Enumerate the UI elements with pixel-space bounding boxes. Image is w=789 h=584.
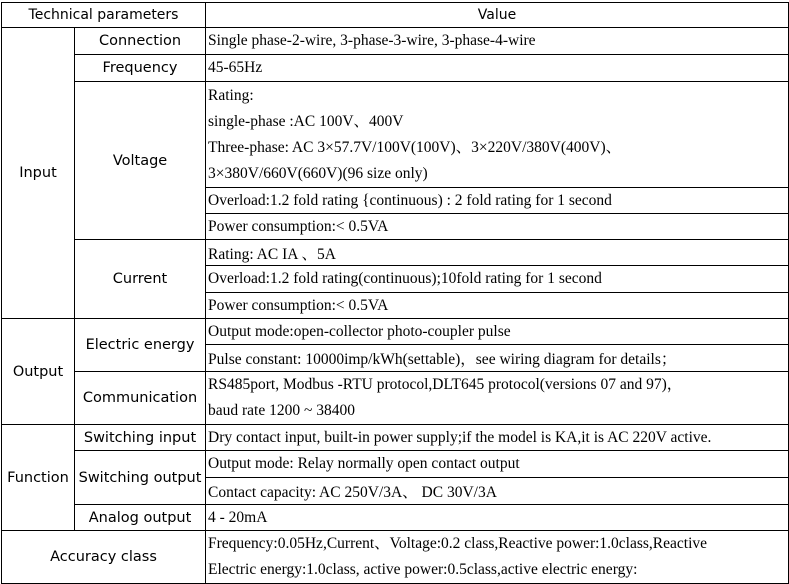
value-energy-mode: Output mode:open-collector photo-coupler pulse: [206, 319, 789, 345]
label-electric-energy: Electric energy: [75, 319, 206, 372]
value-current-overload: Overload:1.2 fold rating(continuous);10fold rating for 1 second: [206, 266, 789, 293]
value-frequency: 45-65Hz: [206, 55, 789, 82]
label-connection: Connection: [75, 28, 206, 55]
label-accuracy: Accuracy class: [2, 531, 206, 584]
category-output: Output: [2, 319, 75, 425]
spec-table: [1, 2, 789, 584]
value-current-rating: Rating: AC IA 、5A: [206, 240, 789, 266]
header-param: Technical parameters: [2, 3, 206, 28]
value-analog-output: 4 - 20mA: [206, 505, 789, 531]
value-connection: Single phase-2-wire, 3-phase-3-wire, 3-phase-4-wire: [206, 28, 789, 55]
voltage-rating-line: Three-phase: AC 3×57.7V/100V(100V)、3×220V/380V(400V)、: [208, 138, 622, 156]
value-current-power: Power consumption:< 0.5VA: [206, 293, 789, 319]
label-frequency: Frequency: [75, 55, 206, 82]
row-voltage-rating: [2, 82, 789, 188]
row-current-rating: [2, 240, 789, 266]
value-switching-input: Dry contact input, built-in power supply;if the model is KA,it is AC 220V active.: [206, 425, 789, 451]
row-connection: [2, 28, 789, 55]
header-row: [2, 3, 789, 28]
value-switching-output-mode: Output mode: Relay normally open contact output: [206, 451, 789, 478]
row-frequency: [2, 55, 789, 82]
row-energy-mode: [2, 319, 789, 345]
value-accuracy: [206, 531, 789, 584]
communication-line: baud rate 1200 ~ 38400: [208, 402, 356, 419]
accuracy-line: Electric energy:1.0class, active power:0.5class,active electric energy:: [208, 561, 638, 578]
value-voltage-power: Power consumption:< 0.5VA: [206, 214, 789, 240]
label-analog-output: Analog output: [75, 505, 206, 531]
label-communication: Communication: [75, 372, 206, 425]
value-switching-output-capacity: Contact capacity: AC 250V/3A、 DC 30V/3A: [206, 478, 789, 505]
voltage-rating-line: single-phase :AC 100V、400V: [208, 112, 404, 130]
voltage-rating-line: Rating:: [208, 86, 254, 104]
row-switching-output-mode: [2, 451, 789, 478]
value-voltage-overload: Overload:1.2 fold rating {continuous) : 2 fold rating for 1 second: [206, 188, 789, 214]
label-switching-input: Switching input: [75, 425, 206, 451]
value-voltage-rating: [206, 82, 789, 188]
communication-line: RS485port, Modbus -RTU protocol,DLT645 protocol(versions 07 and 97)，: [208, 376, 683, 393]
category-function: Function: [2, 425, 75, 531]
voltage-rating-line: 3×380V/660V(660V)(96 size only): [208, 164, 428, 182]
value-communication: [206, 372, 789, 425]
row-communication: [2, 372, 789, 425]
label-voltage: Voltage: [75, 82, 206, 240]
row-switching-input: [2, 425, 789, 451]
label-current: Current: [75, 240, 206, 319]
row-analog-output: [2, 505, 789, 531]
row-accuracy: [2, 531, 789, 584]
header-value: Value: [206, 3, 789, 28]
category-input: Input: [2, 28, 75, 319]
label-switching-output: Switching output: [75, 451, 206, 505]
accuracy-line: Frequency:0.05Hz,Current、Voltage:0.2 class,Reactive power:1.0class,Reactive: [208, 535, 708, 552]
value-energy-pulse: Pulse constant: 10000imp/kWh(settable)，see wiring diagram for details；: [206, 345, 789, 372]
